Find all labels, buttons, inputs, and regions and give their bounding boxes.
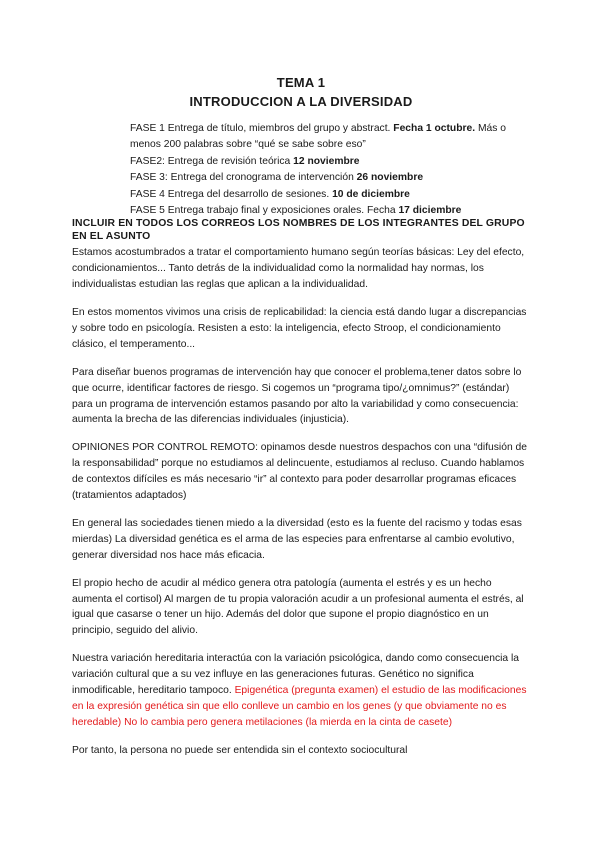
phase-item: [130, 187, 530, 203]
phase-item: [130, 154, 530, 170]
paragraph-7: [72, 651, 530, 731]
paragraph-5: En general las sociedades tienen miedo a la diversidad (esto es la fuente del racismo y todas esas mierdas) La diversidad genética es el arma de las especies para enfrentarse al cambio evolutivo, generar diversidad nos hace más eficacia.: [72, 517, 522, 561]
title-line-1: TEMA 1: [276, 75, 326, 90]
phase-date: Fecha 1 octubre.: [393, 123, 476, 134]
phase-item: [130, 170, 530, 186]
phase-date: 26 noviembre: [356, 172, 424, 184]
paragraph-1: Estamos acostumbrados a tratar el comportamiento humano según teorías básicas: Ley del efecto, condicionamientos... Tanto detrás de la individualidad como la normalidad hay normas, los individualistas estudian las reglas que aplican a la individualidad.: [72, 247, 525, 291]
paragraph-7-text: Nuestra variación hereditaria interactúa con la variación psicológica, dando como consecuencia la variación cultural que a su vez influye en las generaciones futuras. Genético no significa inmodificable, hereditario tampoco.: [72, 653, 520, 697]
phase-text: FASE 4 Entrega del desarrollo de sesiones.: [130, 188, 333, 200]
paragraph-8: Por tanto, la persona no puede ser entendida sin el contexto sociocultural: [72, 744, 408, 756]
phase-text: FASE 3: Entrega del cronograma de intervención: [130, 172, 357, 184]
phase-date: 17 diciembre: [398, 205, 462, 217]
phase-text: FASE 5 Entrega trabajo final y exposiciones orales. Fecha: [130, 205, 399, 217]
phase-item: [130, 121, 530, 154]
phase-date: 10 de diciembre: [332, 188, 410, 200]
epigenetics-note: Epigenética (pregunta examen) el estudio de las modificaciones en la expresión genética sin que ello conlleve un cambio en los genes (y que obviamente no es heredable) No lo cambia pero genera metilaciones (la mierda en la cinta de casete): [72, 685, 527, 728]
phase-list: [130, 121, 530, 219]
document-page: [72, 73, 530, 759]
phase-text: FASE 1 Entrega de título, miembros del grupo y abstract.: [130, 123, 394, 134]
phase-date: 12 noviembre: [293, 155, 360, 167]
paragraph-6: El propio hecho de acudir al médico genera otra patología (aumenta el estrés y es un hecho aumenta el cortisol) Al margen de tu propia valoración acudir a un profesional aumenta el estrés, al igual que casarse o tener un hijo. Además del dolor que supone el propio diagnóstico en un principio, seguido del alivio.: [72, 577, 524, 637]
title-line-2: INTRODUCCION A LA DIVERSIDAD: [189, 94, 413, 109]
phase-text-after: Más o menos 200 palabras sobre “qué se sabe sobre eso”: [130, 123, 507, 151]
paragraph-3: Para diseñar buenos programas de intervención hay que conocer el problema,tener datos sobre lo que ocurre, identificar factores de riesgo. Si cogemos un “programa tipo/¿omnimus?” (estándar) para un programa de intervención estamos pasando por alto la variabilidad y como consecuencia: aumenta la brecha de las diferencias individuales (injusticia).: [72, 366, 522, 426]
paragraph-2: En estos momentos vivimos una crisis de replicabilidad: la ciencia está dando lugar a discrepancias y sobre todo en psicología. Resisten a esto: la inteligencia, efecto Stroop, el condicionamiento clásico, el temperamento...: [72, 306, 527, 350]
include-note: INCLUIR EN TODOS LOS CORREOS LOS NOMBRES DE LOS INTEGRANTES DEL GRUPO EN EL ASUNTO: [72, 218, 525, 242]
phase-text: FASE2: Entrega de revisión teórica: [130, 155, 294, 167]
paragraph-4: OPINIONES POR CONTROL REMOTO: opinamos desde nuestros despachos con una “difusión de la responsabilidad” porque no estudiamos al delincuente, estudiamos al recluso. Cuando hablamos de contextos difíciles es más necesario “ir” al contexto para poder desarrollar programas eficaces (tratamientos adaptados): [72, 442, 527, 502]
phase-item: [130, 203, 530, 219]
